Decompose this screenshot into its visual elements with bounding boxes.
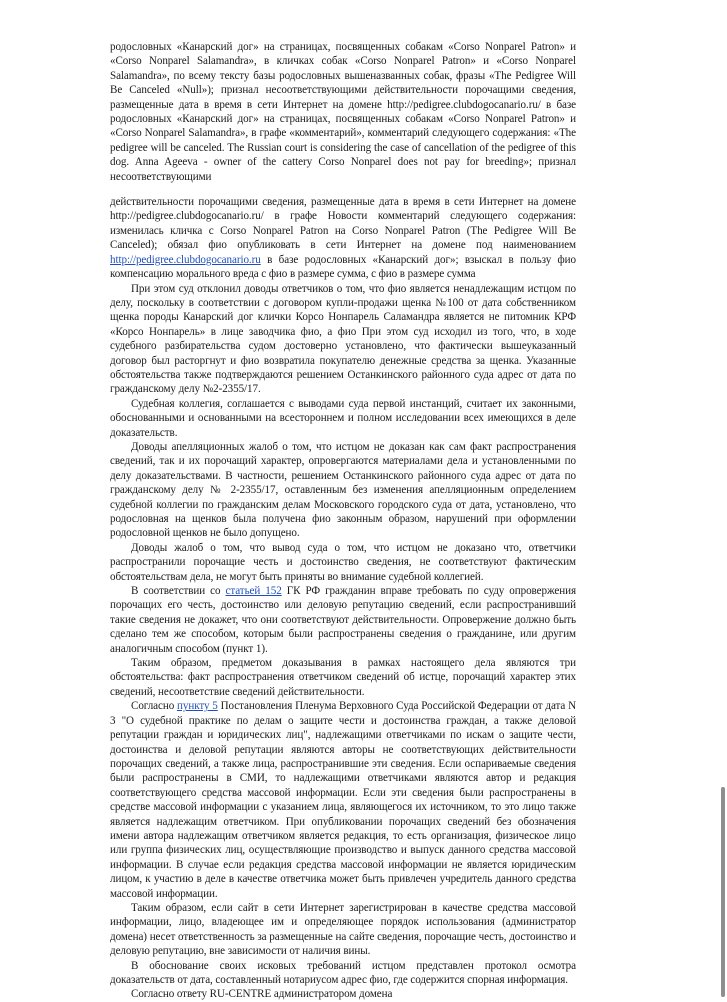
- paragraph-1: родословных «Канарский дог» на страницах, посвященных собакам «Corso Nonparel Patron» и «Corso Nonparel Salamandra», в кличках собак «Corso Nonparel Patron» и «Corso Nonparel Salamandra», по всему тексту базы родословных вышеназванных собак, фразы «The Pedigree Will Be Canceled «Null»); признал несоответствующими действительности порочащими сведения, размещенные дата в время в сети Интернет на домене http://pedigree.clubdogocanario.ru/ в базе родословных «Канарский дог» на страницах, посвященных собакам «Corso Nonparel Patron» и «Corso Nonparel Salamandra», в графе «комментарий», комментарий следующего содержания: «The pedigree will be canceled. The Russian court is considering the case of cancellation of the pedigree of this dog. Anna Ageeva - owner of the cattery Corso Nonparel does not pay for breeding»; признал несоответствующими: [110, 41, 576, 183]
- paragraph-9: [110, 699, 576, 901]
- article-152-link[interactable]: статьей 152: [225, 585, 282, 598]
- document-page: [110, 40, 576, 1002]
- paragraph-2: [110, 195, 576, 281]
- paragraph-5: Доводы апелляционных жалоб о том, что истцом не доказан как сам факт распространения сведений, так и их порочащий характер, опровергаются материалами дела и установленными по делу доказательствами. В частности, решением Останкинского районного суда адрес от дата по гражданскому делу № 2-2355/17, оставленным без изменения апелляционным определением судебной коллегии по гражданским делам Московского городского суда от дата, установлено, что родословная на щенков была получена фио законным образом, нарушений при оформлении родословной щенков не было допущено.: [110, 440, 576, 540]
- paragraph-9-text-start: Согласно: [131, 700, 178, 713]
- paragraph-7-text-start: В соответствии со: [131, 585, 226, 598]
- clause-5-link[interactable]: пункту 5: [177, 700, 218, 713]
- pedigree-link[interactable]: http://pedigree.clubdogocanario.ru: [110, 253, 261, 266]
- paragraph-7-text-end: ГК РФ гражданин вправе требовать по суду опровержения порочащих его честь, достоинство или деловую репутацию сведений, если распространивший такие сведения не докажет, что они соответствуют действительности. Опровержение должно быть сделано тем же способом, которым были распространены сведения о гражданине, или другим аналогичным способом (пункт 1).: [110, 585, 576, 655]
- paragraph-7: [110, 584, 576, 656]
- paragraph-9-text-end: Постановления Пленума Верховного Суда Российской Федерации от дата N 3 "О судебной практике по делам о защите чести и достоинства граждан, а также деловой репутации граждан и юридических лиц", надлежащими ответчиками по искам о защите чести, достоинства и деловой репутации являются авторы не соответствующих действительности порочащих сведений, а также лица, распространившие эти сведения. Если оспариваемые сведения были распространены в СМИ, то надлежащими ответчиками являются автор и редакция соответствующего средства массовой информации. Если эти сведения были распространены в средстве массовой информации с указанием лица, являющегося их источником, то это лицо также является надлежащим ответчиком. При опубликовании порочащих сведений без обозначения имени автора надлежащим ответчиком является редакция, то есть организация, физическое лицо или группа физических лиц, осуществляющие производство и выпуск данного средства массовой информации. В случае если редакция средства массовой информации не является юридическим лицом, к участию в деле в качестве ответчика может быть привлечен учредитель данного средства массовой информации.: [110, 700, 577, 900]
- paragraph-2-text-end: в базе родословных «Канарский дог»; взыскал в пользу фио компенсацию морального вреда с фио в размере сумма, с фио в размере сумма: [110, 253, 576, 281]
- paragraph-11: В обоснование своих исковых требований истцом представлен протокол осмотра доказательств от дата, составленный нотариусом адрес фио, где содержится спорная информация.: [110, 959, 576, 986]
- vertical-scrollbar[interactable]: [721, 787, 725, 997]
- paragraph-4: Судебная коллегия, соглашается с выводами суда первой инстанций, считает их законными, обоснованными и основанными на всестороннем и полном исследовании всех имеющихся в деле доказательств.: [110, 397, 576, 439]
- paragraph-6: Доводы жалоб о том, что вывод суда о том, что истцом не доказано что, ответчики распространили порочащие честь и достоинство сведения, не соответствуют фактическим обстоятельствам дела, не могут быть приняты во внимание судебной коллегией.: [110, 541, 576, 583]
- paragraph-12: Согласно ответу RU-CENTRE администратором домена: [131, 988, 393, 1001]
- paragraph-8: Таким образом, предметом доказывания в рамках настоящего дела являются три обстоятельства: факт распространения ответчиком сведений об истце, порочащий характер этих сведений, несоответствие сведений действительности.: [110, 657, 576, 698]
- paragraph-10: Таким образом, если сайт в сети Интернет зарегистрирован в качестве средства массовой информации, лицо, владеющее им и определяющее порядок использования (администратор домена) несет ответственность за размещенные на сайте сведения, порочащие честь, достоинство и деловую репутацию, вне зависимости от наличия вины.: [110, 901, 576, 958]
- paragraph-3: При этом суд отклонил доводы ответчиков о том, что фио является ненадлежащим истцом по делу, поскольку в соответствии с договором купли-продажи щенка №100 от дата собственником щенка породы Канарский дог клички Корсо Нонпарель Саламандра является не питомник КРФ «Корсо Нонпарель» в лице заводчика фио, а фио При этом суд исходил из того, что, в ходе судебного разбирательства судом достоверно установлено, что фактически вышеуказанный договор был расторгнут и фио возвратила покупателю денежные средства за щенка. Указанные обстоятельства также подтверждаются решением Останкинского районного суда адрес от дата по гражданскому делу №2-2355/17.: [110, 282, 576, 396]
- paragraph-2-text-start: действительности порочащими сведения, размещенные дата в время в сети Интернет на домене http://pedigree.clubdogocanario.ru/ в графе Новости комментарий следующего содержания: изменилась кличка с Corso Nonparel Patron на Corso Nonparel Patron (The Pedigree Will Be Canceled); обязал фио опубликовать в сети Интернет на домене под наименованием: [110, 196, 576, 252]
